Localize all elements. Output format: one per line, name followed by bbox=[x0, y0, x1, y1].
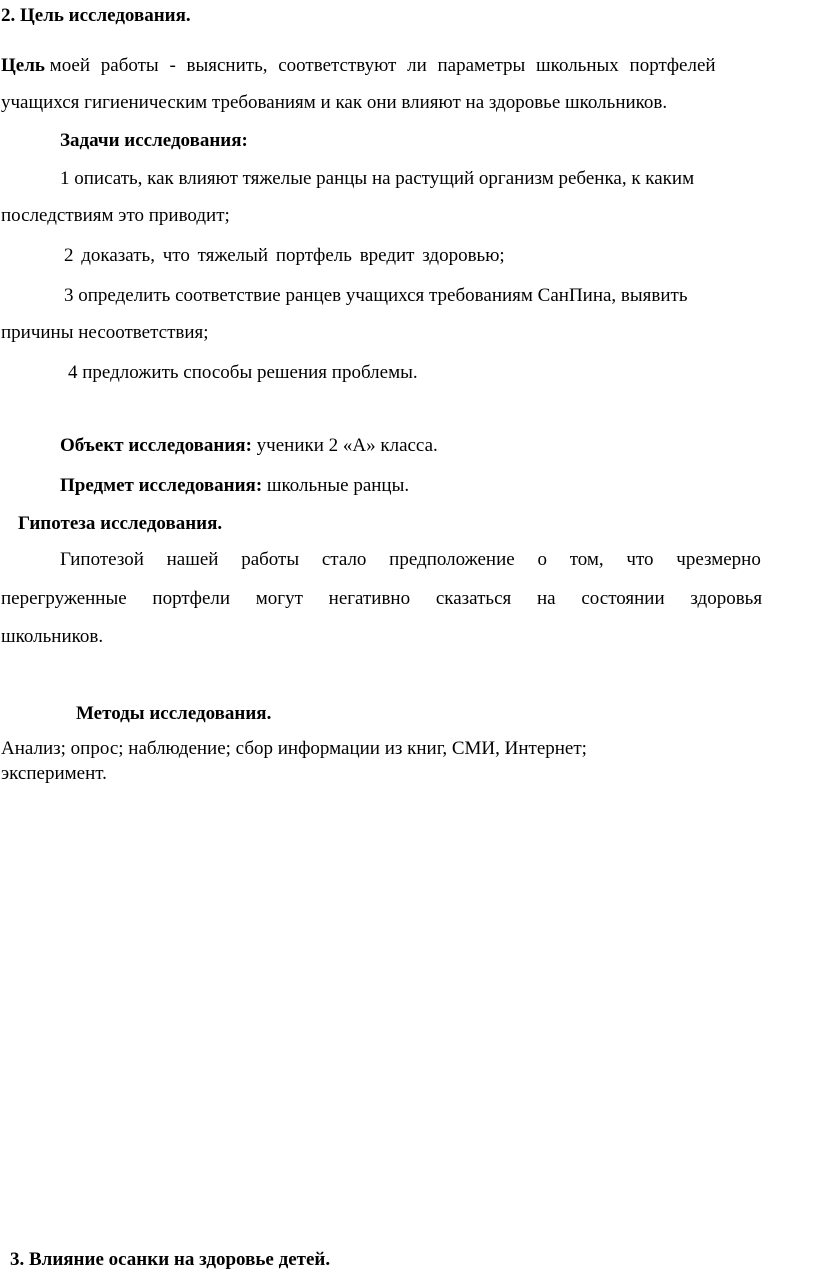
methods-heading: Методы исследования. bbox=[76, 703, 272, 724]
goal-label: Цель bbox=[1, 55, 45, 76]
goal-line-2: учащихся гигиеническим требованиям и как они влияют на здоровье школьников. bbox=[1, 92, 668, 113]
section-2-heading: 2. Цель исследования. bbox=[1, 5, 191, 26]
goal-line-1 bbox=[1, 55, 716, 77]
hypothesis-heading: Гипотеза исследования. bbox=[18, 513, 223, 534]
task-1-line-2: последствиям это приводит; bbox=[1, 205, 230, 226]
subject-value: школьные ранцы. bbox=[262, 475, 410, 496]
methods-line-2: эксперимент. bbox=[1, 763, 107, 784]
subject-label: Предмет исследования: bbox=[60, 475, 263, 496]
subject-line bbox=[60, 475, 409, 497]
goal-text-1: моей работы - выяснить, соответствуют ли параметры школьных портфелей bbox=[49, 55, 716, 76]
hypothesis-line-1: Гипотезой нашей работы стало предположение о том, что чрезмерно bbox=[60, 549, 761, 570]
methods-line-1: Анализ; опрос; наблюдение; сбор информации из книг, СМИ, Интернет; bbox=[1, 738, 587, 759]
task-3-line-2: причины несоответствия; bbox=[1, 322, 209, 343]
hypothesis-line-2: перегруженные портфели могут негативно сказаться на состоянии здоровья bbox=[1, 588, 763, 609]
section-3-heading: 3. Влияние осанки на здоровье детей. bbox=[10, 1249, 331, 1270]
tasks-heading: Задачи исследования: bbox=[60, 130, 248, 151]
object-value: ученики 2 «А» класса. bbox=[251, 435, 438, 456]
task-2: 2 доказать, что тяжелый портфель вредит здоровью; bbox=[64, 245, 505, 266]
task-4: 4 предложить способы решения проблемы. bbox=[68, 362, 418, 383]
object-line bbox=[60, 435, 438, 457]
hypothesis-line-3: школьников. bbox=[1, 626, 104, 647]
object-label: Объект исследования: bbox=[60, 435, 252, 456]
task-3-line-1: 3 определить соответствие ранцев учащихся требованиям СанПина, выявить bbox=[64, 285, 688, 306]
task-1-line-1: 1 описать, как влияют тяжелые ранцы на растущий организм ребенка, к каким bbox=[60, 168, 695, 189]
